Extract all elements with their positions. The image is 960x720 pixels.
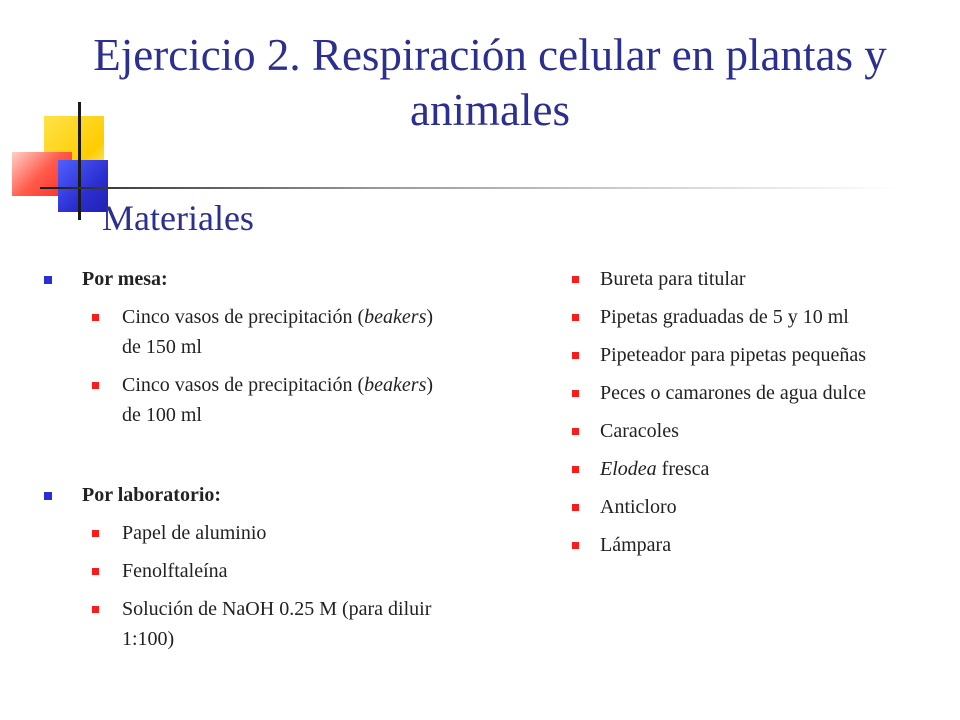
square-bullet-icon <box>572 428 579 435</box>
square-bullet-icon <box>92 606 99 613</box>
item-text-italic: beakers <box>364 374 427 396</box>
item-text: Bureta para titular <box>600 268 746 290</box>
list-item <box>562 454 892 484</box>
spacer <box>40 430 440 472</box>
list-item <box>40 556 440 586</box>
item-text: fresca <box>656 458 710 480</box>
right-column <box>562 256 892 560</box>
item-text: Pipetas graduadas de 5 y 10 ml <box>600 306 849 328</box>
square-bullet-icon <box>572 352 579 359</box>
item-text: Anticloro <box>600 496 677 518</box>
item-text-italic: beakers <box>364 306 427 328</box>
square-bullet-icon <box>572 314 579 321</box>
item-text: Peces o camarones de agua dulce <box>600 382 866 404</box>
square-bullet-icon <box>572 504 579 511</box>
list-item <box>562 416 892 446</box>
decorative-blue-square <box>58 160 108 212</box>
item-text: Fenolftaleína <box>122 560 228 582</box>
group-label-por-mesa <box>40 264 440 294</box>
list-item <box>562 378 892 408</box>
list-item <box>562 302 892 332</box>
square-bullet-icon <box>44 492 52 500</box>
list-item <box>562 492 892 522</box>
list-item <box>562 530 892 560</box>
decorative-vertical-line <box>78 102 81 220</box>
item-text: ) de 100 ml <box>122 374 434 426</box>
item-text: Papel de aluminio <box>122 522 267 544</box>
left-column <box>40 256 440 654</box>
group-label-por-laboratorio <box>40 480 440 510</box>
square-bullet-icon <box>92 530 99 537</box>
item-text: ) de 150 ml <box>122 306 434 358</box>
item-text: Cinco vasos de precipitación ( <box>122 306 365 328</box>
list-item <box>40 518 440 548</box>
item-text-italic: Elodea <box>600 458 657 480</box>
square-bullet-icon <box>92 382 99 389</box>
square-bullet-icon <box>572 390 579 397</box>
square-bullet-icon <box>44 276 52 284</box>
item-text: Caracoles <box>600 420 679 442</box>
list-item <box>562 264 892 294</box>
list-item <box>40 594 440 654</box>
list-item <box>562 340 892 370</box>
item-text: Cinco vasos de precipitación ( <box>122 374 365 396</box>
slide-title: Ejercicio 2. Respiración celular en plantas y animales <box>93 30 887 135</box>
square-bullet-icon <box>92 568 99 575</box>
item-text: Pipeteador para pipetas pequeñas <box>600 344 867 366</box>
square-bullet-icon <box>572 466 579 473</box>
group-label-text: Por laboratorio: <box>82 484 222 506</box>
square-bullet-icon <box>92 314 99 321</box>
square-bullet-icon <box>572 542 579 549</box>
list-item <box>40 302 440 362</box>
item-text: Solución de NaOH 0.25 M (para diluir 1:100) <box>122 598 432 650</box>
title-divider-line <box>40 187 900 189</box>
list-item <box>40 370 440 430</box>
group-label-text: Por mesa: <box>82 268 168 290</box>
item-text: Lámpara <box>600 534 672 556</box>
section-subtitle: Materiales <box>102 198 254 238</box>
square-bullet-icon <box>572 276 579 283</box>
